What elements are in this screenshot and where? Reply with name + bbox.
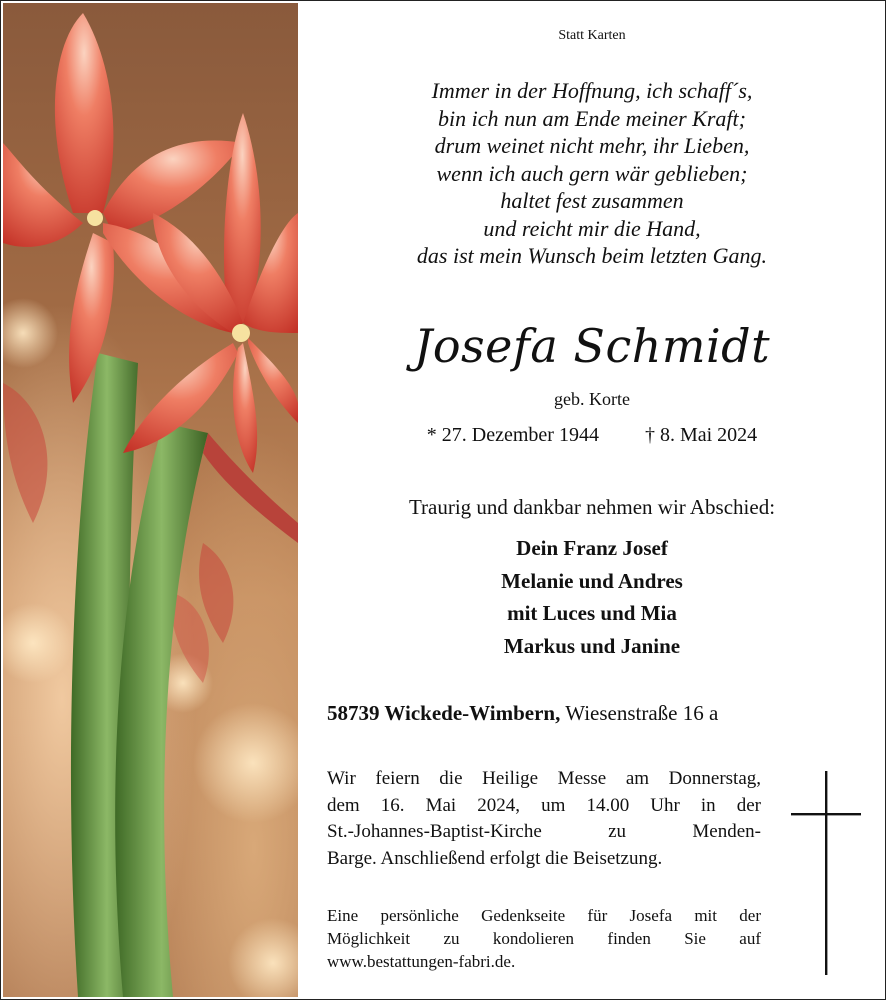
poem-line: das ist mein Wunsch beim letzten Gang. [416,243,768,268]
family-member: Melanie und Andres [501,568,683,593]
statt-karten-line: Statt Karten [558,28,626,43]
death-date: † 8. Mai 2024 [644,424,758,446]
deceased-name: Josefa Schmidt [413,319,771,373]
address [327,701,718,726]
farewell-line: Traurig und dankbar nehmen wir Abschied: [408,495,776,519]
memorial-page-note [327,904,761,973]
birth-name: geb. Korte [554,389,630,409]
family-member: Markus und Janine [503,633,681,658]
poem-line: bin ich nun am Ende meiner Kraft; [438,105,746,131]
poem-line: drum weinet nicht mehr, ihr Lieben, [434,133,750,158]
memorial-line: Eine persönliche Gedenkseite für Josefa mit der [327,906,761,925]
address-street: Wiesenstraße 16 a [565,701,719,725]
poem-line: haltet fest zusammen [500,188,684,213]
address-city: 58739 Wickede-Wimbern, [327,701,561,725]
family-member: mit Luces und Mia [507,601,677,625]
birth-date: * 27. Dezember 1944 [426,424,599,446]
memorial-line: Möglichkeit zu kondolieren finden Sie auf [327,929,761,948]
poem-line: Immer in der Hoffnung, ich schaff´s, [431,78,753,103]
mass-line: St.-Johannes-Baptist-Kirche zu Menden- [327,821,761,842]
mass-line: dem 16. Mai 2024, um 14.00 Uhr in der [327,794,761,816]
family-list [299,532,885,662]
family-member: Dein Franz Josef [516,536,668,560]
poem-line: wenn ich auch gern wär geblieben; [436,160,748,186]
poem [299,77,885,270]
amaryllis-image [3,3,298,997]
mass-line: Barge. Anschließend erfolgt die Beisetzung. [327,847,663,869]
memorial-link[interactable]: www.bestattungen-fabri.de. [327,952,516,971]
life-dates [299,424,885,447]
poem-line: und reicht mir die Hand, [483,215,701,241]
amaryllis-illustration [3,3,298,997]
mass-line: Wir feiern die Heilige Messe am Donnerstag, [327,768,761,789]
mass-announcement [327,766,761,872]
latin-cross-icon [791,771,861,975]
